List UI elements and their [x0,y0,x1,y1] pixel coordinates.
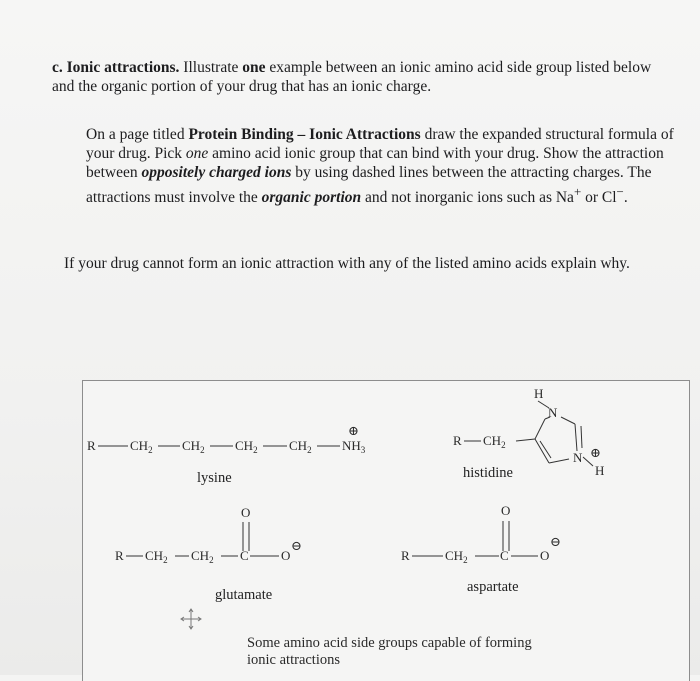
instr-text-5: and not inorganic ions such as Na [361,189,574,207]
lysine-label: lysine [197,470,232,486]
instr-oppositely-charged: oppositely charged ions [141,164,292,181]
instr-text-3: amino acid ionic group that can bind with your drug. Show the attraction between [86,145,664,181]
histidine-positive-charge: ⊕ [590,445,601,460]
glutamate-o-negative: O [281,548,291,563]
aspartate-r: R [401,548,410,563]
histidine-h-right: H [595,463,605,478]
instr-text-6: or Cl [581,189,617,207]
instr-page-title: Protein Binding – Ionic Attractions [188,126,421,143]
aspartate-structure [401,503,561,595]
glutamate-c: C [240,548,249,563]
lysine-structure [87,423,366,486]
instr-cl-sup: − [616,184,624,199]
aspartate-negative-charge: ⊖ [550,534,561,549]
histidine-n-top: N [548,405,558,420]
glutamate-ch2-2: $CH_2$ [191,548,214,565]
instr-text-2: draw the expanded structural formula of your drug. Pick [86,126,674,162]
lysine-ch2-1: $CH_2$ [130,438,153,455]
aspartate-o-negative: O [540,548,550,563]
histidine-r: R [453,433,462,448]
amino-acid-figure [82,380,690,681]
histidine-structure [453,386,604,481]
aspartate-o-double: O [501,503,511,518]
aspartate-label: aspartate [467,579,519,595]
section-one: one [242,59,266,76]
glutamate-ch2-1: $CH_2$ [145,548,168,565]
if-not-paragraph: If your drug cannot form an ionic attraction with any of the listed amino acids explain why. [64,255,630,272]
aspartate-c: C [500,548,509,563]
section-text-a: Illustrate [179,59,243,76]
glutamate-structure [115,505,302,603]
histidine-n-right: N [573,450,583,465]
instructions-paragraph [86,125,676,207]
instr-na-sup: + [573,184,582,199]
instr-one: one [185,145,209,162]
lysine-ch2-3: $CH_2$ [235,438,258,455]
move-cursor-icon [181,609,201,629]
histidine-h-top: H [534,386,544,401]
instr-text-4: by using dashed lines between the attracting charges. The attractions must involve the [86,164,652,207]
glutamate-o-double: O [241,505,251,520]
figure-caption: Some amino acid side groups capable of forming ionic attractions [247,635,532,668]
section-label: c. Ionic attractions. [52,59,180,76]
lysine-ch2-4: $CH_2$ [289,438,312,455]
instr-text-1: On a page titled [86,126,189,143]
histidine-label: histidine [463,465,513,481]
lysine-ch2-2: $CH_2$ [182,438,205,455]
lysine-nh3: $NH_3$ [342,438,366,455]
section-text-b: example between an ionic amino acid side group listed below and the organic portion of your drug that has an ionic charge. [52,59,652,95]
lysine-positive-charge: ⊕ [348,423,359,438]
instr-organic-portion: organic portion [261,189,362,207]
lysine-r: R [87,438,96,453]
instr-text-7: . [623,189,628,207]
histidine-ch2: $CH_2$ [483,433,506,450]
section-heading-paragraph [52,58,672,96]
aspartate-ch2: $CH_2$ [445,548,468,565]
glutamate-negative-charge: ⊖ [291,538,302,553]
glutamate-label: glutamate [215,587,273,603]
glutamate-r: R [115,548,124,563]
